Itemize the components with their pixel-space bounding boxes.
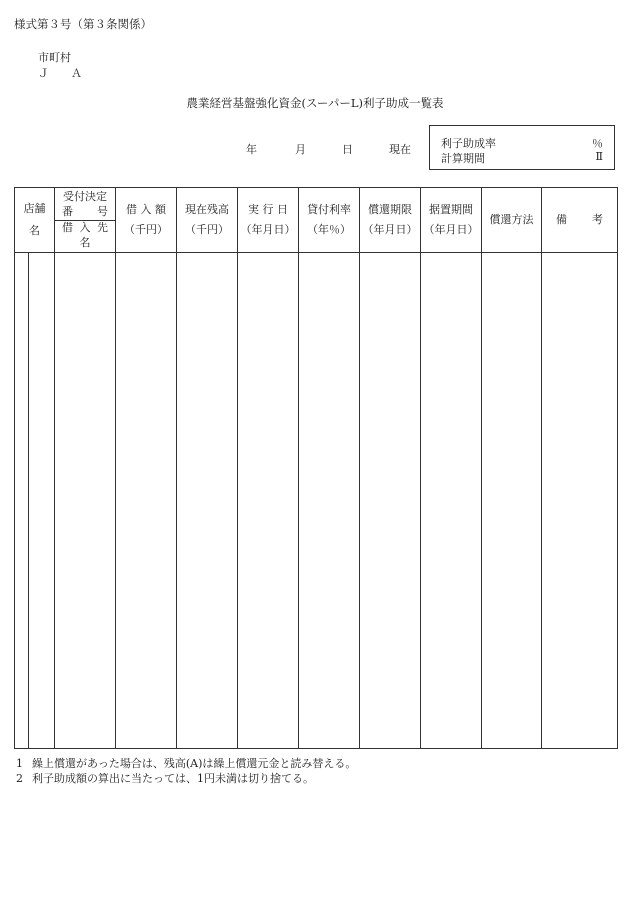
header-borrower-name: 借 入 先 名 xyxy=(62,221,108,250)
header-repayment-method: 償還方法 xyxy=(482,188,542,253)
date-day: 日 xyxy=(342,143,353,156)
address-ja-first: Ｊ xyxy=(38,67,49,80)
rate-label: 利子助成率 xyxy=(441,137,496,150)
rate-box xyxy=(429,125,615,170)
period-value: Ⅱ xyxy=(595,150,603,163)
form-number: 様式第３号（第３条関係） xyxy=(14,17,152,31)
address-ja xyxy=(38,65,82,81)
cell-loan-amount[interactable] xyxy=(116,253,177,749)
address-city: 市町村 xyxy=(38,51,71,64)
header-remarks: 備 考 xyxy=(542,188,618,253)
rate-unit: ％ xyxy=(592,137,603,150)
header-loan-rate: 貸付利率 （年％） xyxy=(299,188,360,253)
cell-decision-borrower[interactable] xyxy=(55,253,116,749)
header-maturity: 償還期限 （年月日） xyxy=(360,188,421,253)
table-header-row xyxy=(15,188,618,253)
date-year: 年 xyxy=(246,143,257,156)
cell-current-balance[interactable] xyxy=(177,253,238,749)
cell-repayment-method[interactable] xyxy=(482,253,542,749)
document-title: 農業経営基盤強化資金(スーパーL)利子助成一覧表 xyxy=(186,96,444,110)
cell-loan-rate[interactable] xyxy=(299,253,360,749)
header-loan-amount: 借 入 額 （千円） xyxy=(116,188,177,253)
date-current: 現在 xyxy=(389,143,411,156)
header-store-name: 店舗 名 xyxy=(15,188,55,253)
footnote: 2 利子助成額の算出に当たっては、1円未満は切り捨てる。 xyxy=(16,772,314,785)
footnote: 1 繰上償還があった場合は、残高(A)は繰上償還元金と読み替える。 xyxy=(16,757,357,770)
header-execution-date: 実 行 日 （年月日） xyxy=(238,188,299,253)
interest-subsidy-table xyxy=(14,187,618,749)
address-ja-second: Ａ xyxy=(71,67,82,80)
cell-store-name[interactable] xyxy=(29,253,55,749)
cell-store-narrow[interactable] xyxy=(15,253,29,749)
cell-grace-period[interactable] xyxy=(421,253,482,749)
header-current-balance: 現在残高 （千円） xyxy=(177,188,238,253)
cell-remarks[interactable] xyxy=(542,253,618,749)
cell-execution-date[interactable] xyxy=(238,253,299,749)
header-decision-number: 受付決定 番 号 xyxy=(55,188,115,221)
period-label: 計算期間 xyxy=(441,152,485,165)
date-month: 月 xyxy=(295,143,306,156)
header-grace-period: 据置期間 （年月日） xyxy=(421,188,482,253)
cell-maturity[interactable] xyxy=(360,253,421,749)
header-decision-borrower xyxy=(55,188,116,253)
table-body-row xyxy=(15,253,618,749)
footnotes xyxy=(16,756,356,786)
